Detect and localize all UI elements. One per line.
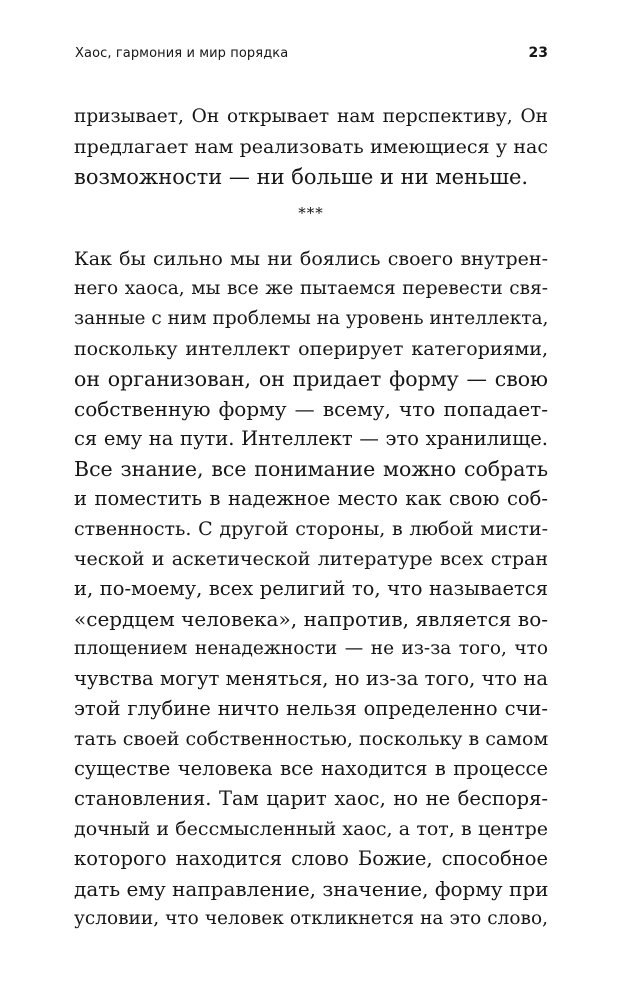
text-line: возможности — ни больше и ни меньше. xyxy=(74,165,529,189)
text-line: условии, что человек откликнется на это слово, xyxy=(74,908,548,929)
text-line: чувства могут меняться, но из-за того, что на xyxy=(74,667,548,690)
text-line: ственность. С другой стороны, в любой мисти- xyxy=(74,518,548,540)
text-line: которого находится слово Божие, способное xyxy=(74,847,548,870)
text-line: призывает, Он открывает нам перспективу, Он xyxy=(74,106,548,127)
text-line: Как бы сильно мы ни боялись своего внутрен- xyxy=(74,248,548,270)
text-line: и поместить в надежное место как свою соб- xyxy=(74,487,548,510)
text-line: он организован, он придает форму — свою xyxy=(74,367,548,391)
running-title: Хаос, гармония и мир порядка xyxy=(75,46,289,61)
text-line: становления. Там царит хаос, но не беспоря- xyxy=(74,787,548,810)
text-line: дать ему направление, значение, форму при xyxy=(74,877,549,901)
text-line: ческой и аскетической литературе всех стран xyxy=(74,548,548,570)
text-line: собственную форму — всему, что попадает- xyxy=(74,397,548,421)
text-line: дочный и бессмысленный хаос, а тот, в центре xyxy=(74,818,548,840)
section-separator: *** xyxy=(298,204,324,222)
text-line: этой глубине ничто нельзя определенно счи- xyxy=(74,697,548,720)
text-line: тать своей собственностью, поскольку в самом xyxy=(74,728,549,750)
text-line: ся ему на пути. Интеллект — это хранилище. xyxy=(74,427,548,450)
text-line: «сердцем человека», напротив, является во- xyxy=(74,607,548,631)
page-number: 23 xyxy=(528,45,548,61)
text-line: площением ненадежности — не из-за того, что xyxy=(74,638,548,659)
text-line: существе человека все находится в процессе xyxy=(74,757,548,780)
text-line: поскольку интеллект оперирует категориями, xyxy=(74,338,548,360)
text-line: предлагает нам реализовать имеющиеся у нас xyxy=(74,136,548,158)
text-line: занные с ним проблемы на уровень интеллекта, xyxy=(74,308,549,329)
text-line: Все знание, все понимание можно собрать xyxy=(74,457,548,481)
text-line: него хаоса, мы все же пытаемся перевести свя- xyxy=(74,278,548,299)
running-head xyxy=(75,40,548,70)
text-line: и, по-моему, всех религий то, что называется xyxy=(74,577,548,600)
